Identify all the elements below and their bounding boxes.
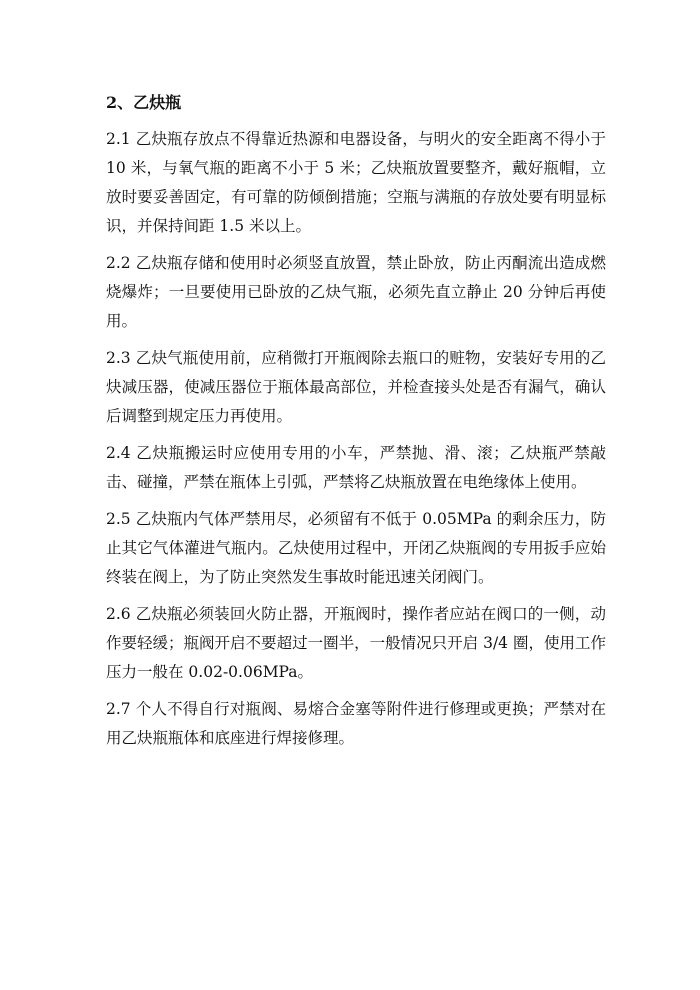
section-heading: 2、乙炔瓶 [106, 93, 182, 112]
paragraph-2-1: 2.1 乙炔瓶存放点不得靠近热源和电器设备，与明火的安全距离不得小于 10 米，与氧气瓶的距离不小于 5 米；乙炔瓶放置要整齐，戴好瓶帽，立放时要妥善固定，有可靠的防倾倒措施；空瓶与满瓶的存放处要有明显标识，并保持间距 1.5 米以上。 [106, 130, 606, 235]
paragraph-2-6: 2.6 乙炔瓶必须装回火防止器，开瓶阀时，操作者应站在阀口的一侧，动作要轻缓；瓶阀开启不要超过一圈半，一般情况只开启 3/4 圈，使用工作压力一般在 0.02-0.06MPa。 [106, 605, 606, 681]
document-page [106, 88, 606, 761]
paragraph-2-7: 2.7 个人不得自行对瓶阀、易熔合金塞等附件进行修理或更换；严禁对在用乙炔瓶瓶体和底座进行焊接修理。 [106, 700, 606, 747]
paragraph-2-5: 2.5 乙炔瓶内气体严禁用尽，必须留有不低于 0.05MPa 的剩余压力，防止其它气体灌进气瓶内。乙炔使用过程中，开闭乙炔瓶阀的专用扳手应始终装在阀上，为了防止突然发生事故时能迅速关闭阀门。 [106, 510, 606, 586]
paragraph-2-3: 2.3 乙炔气瓶使用前，应稍微打开瓶阀除去瓶口的赃物，安装好专用的乙炔减压器，使减压器位于瓶体最高部位，并检查接头处是否有漏气，确认后调整到规定压力再使用。 [106, 349, 606, 425]
paragraph-2-2: 2.2 乙炔瓶存储和使用时必须竖直放置，禁止卧放，防止丙酮流出造成燃烧爆炸；一旦要使用已卧放的乙炔气瓶，必须先直立静止 20 分钟后再使用。 [106, 254, 606, 330]
paragraph-2-4: 2.4 乙炔瓶搬运时应使用专用的小车，严禁抛、滑、滚；乙炔瓶严禁敲击、碰撞，严禁在瓶体上引弧，严禁将乙炔瓶放置在电绝缘体上使用。 [106, 444, 606, 491]
